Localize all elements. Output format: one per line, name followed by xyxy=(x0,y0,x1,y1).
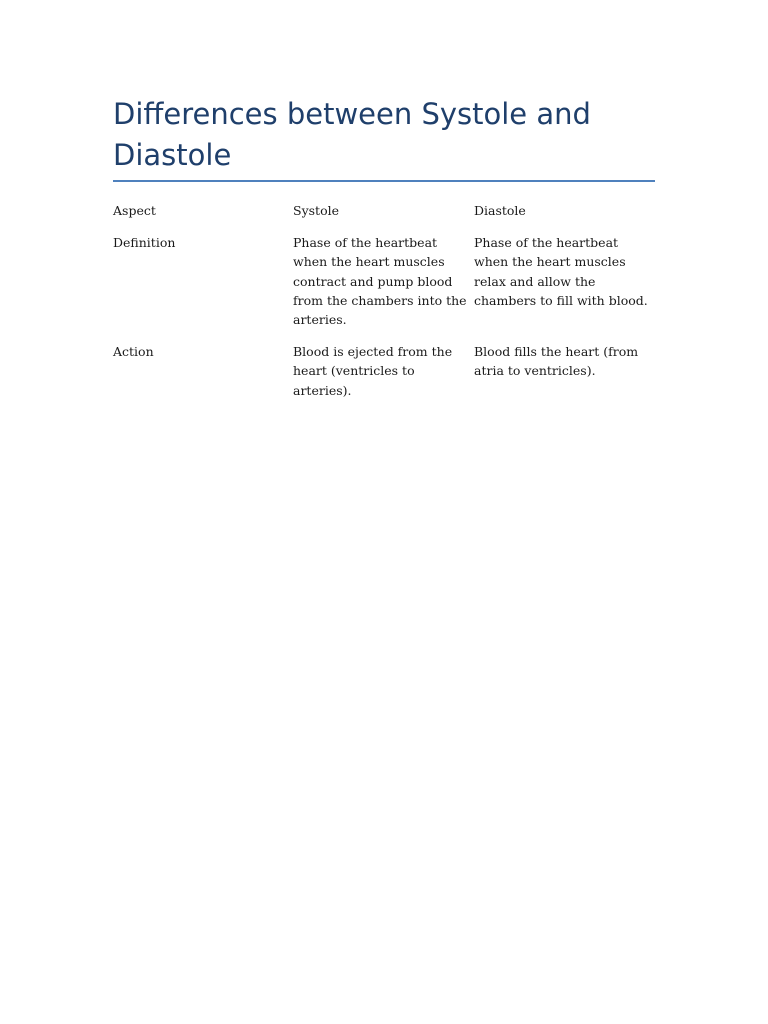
table-row-definition xyxy=(113,233,658,329)
header-diastole: Diastole xyxy=(474,203,526,218)
comparison-table xyxy=(113,201,658,413)
action-diastole: Blood fills the heart (from atria to ventricles). xyxy=(474,344,639,379)
table-row-action xyxy=(113,342,658,400)
title-divider xyxy=(113,180,655,182)
definition-diastole: Phase of the heartbeat when the heart muscles relax and allow the chambers to fill with blood. xyxy=(474,235,648,308)
header-aspect: Aspect xyxy=(113,203,156,218)
table-header-row xyxy=(113,201,658,220)
row-label-action: Action xyxy=(113,344,154,360)
definition-systole: Phase of the heartbeat when the heart muscles contract and pump blood from the chambers into the arteries. xyxy=(293,235,467,328)
page-title: Differences between Systole and Diastole xyxy=(113,97,591,172)
row-label-definition: Definition xyxy=(113,235,176,251)
action-systole: Blood is ejected from the heart (ventricles to arteries). xyxy=(293,344,453,398)
header-systole: Systole xyxy=(293,203,339,218)
